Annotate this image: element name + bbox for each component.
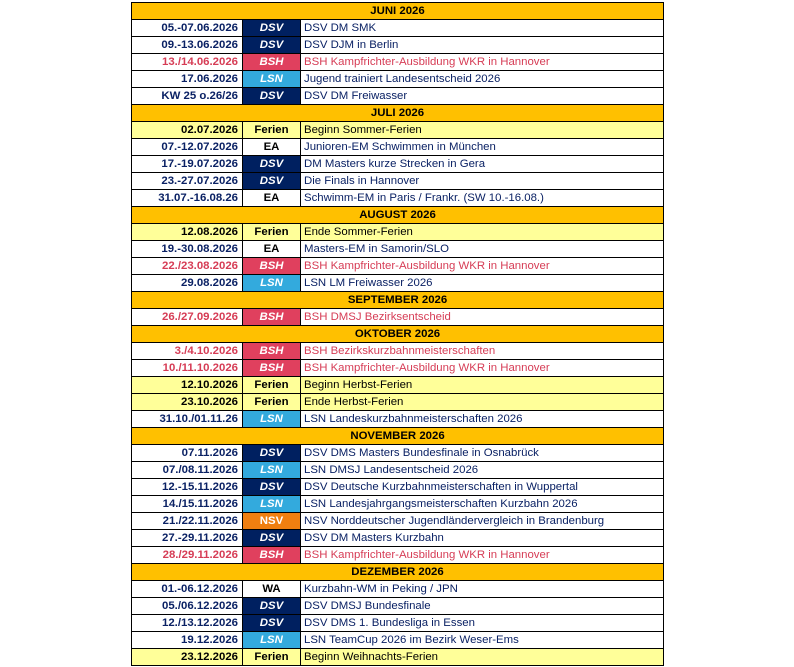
- event-row: [132, 496, 664, 513]
- event-date: 17.-19.07.2026: [132, 156, 243, 173]
- event-row: [132, 173, 664, 190]
- event-title: BSH Bezirkskurzbahnmeisterschaften: [301, 343, 664, 360]
- event-title: LSN TeamCup 2026 im Bezirk Weser-Ems: [301, 632, 664, 649]
- event-title: Ende Sommer-Ferien: [301, 224, 664, 241]
- event-title: DSV Deutsche Kurzbahnmeisterschaften in Wuppertal: [301, 479, 664, 496]
- month-title: AUGUST 2026: [132, 207, 664, 224]
- month-header-row: [132, 326, 664, 343]
- organizer-badge: LSN: [243, 275, 301, 292]
- event-title: NSV Norddeutscher Jugendländervergleich in Brandenburg: [301, 513, 664, 530]
- event-row: [132, 241, 664, 258]
- organizer-badge: LSN: [243, 71, 301, 88]
- organizer-badge: WA: [243, 581, 301, 598]
- organizer-badge: DSV: [243, 615, 301, 632]
- organizer-badge: BSH: [243, 309, 301, 326]
- organizer-badge: DSV: [243, 173, 301, 190]
- event-title: DSV DM Freiwasser: [301, 88, 664, 105]
- event-date: 26./27.09.2026: [132, 309, 243, 326]
- event-row: [132, 71, 664, 88]
- organizer-badge: DSV: [243, 37, 301, 54]
- event-title: LSN DMSJ Landesentscheid 2026: [301, 462, 664, 479]
- organizer-badge: EA: [243, 241, 301, 258]
- event-title: Jugend trainiert Landesentscheid 2026: [301, 71, 664, 88]
- event-title: DSV DMS 1. Bundesliga in Essen: [301, 615, 664, 632]
- event-date: 01.-06.12.2026: [132, 581, 243, 598]
- event-date: KW 25 o.26/26: [132, 88, 243, 105]
- event-date: 13./14.06.2026: [132, 54, 243, 71]
- event-date: 19.12.2026: [132, 632, 243, 649]
- event-date: 05./06.12.2026: [132, 598, 243, 615]
- event-date: 07.-12.07.2026: [132, 139, 243, 156]
- organizer-badge: BSH: [243, 360, 301, 377]
- organizer-badge: LSN: [243, 411, 301, 428]
- month-title: NOVEMBER 2026: [132, 428, 664, 445]
- event-date: 17.06.2026: [132, 71, 243, 88]
- event-row: [132, 275, 664, 292]
- event-date: 31.10./01.11.26: [132, 411, 243, 428]
- event-row: [132, 309, 664, 326]
- event-date: 12.10.2026: [132, 377, 243, 394]
- event-row: [132, 190, 664, 207]
- event-date: 05.-07.06.2026: [132, 20, 243, 37]
- event-title: DM Masters kurze Strecken in Gera: [301, 156, 664, 173]
- event-title: DSV DM SMK: [301, 20, 664, 37]
- event-title: BSH Kampfrichter-Ausbildung WKR in Hannover: [301, 360, 664, 377]
- month-header-row: [132, 292, 664, 309]
- event-row: [132, 54, 664, 71]
- event-title: Masters-EM in Samorin/SLO: [301, 241, 664, 258]
- event-row: [132, 224, 664, 241]
- month-title: SEPTEMBER 2026: [132, 292, 664, 309]
- organizer-badge: Ferien: [243, 394, 301, 411]
- event-title: BSH Kampfrichter-Ausbildung WKR in Hannover: [301, 547, 664, 564]
- event-row: [132, 360, 664, 377]
- event-date: 12.08.2026: [132, 224, 243, 241]
- event-row: [132, 37, 664, 54]
- event-date: 19.-30.08.2026: [132, 241, 243, 258]
- event-title: BSH DMSJ Bezirksentscheid: [301, 309, 664, 326]
- event-title: BSH Kampfrichter-Ausbildung WKR in Hannover: [301, 258, 664, 275]
- event-date: 28./29.11.2026: [132, 547, 243, 564]
- organizer-badge: DSV: [243, 88, 301, 105]
- event-date: 31.07.-16.08.26: [132, 190, 243, 207]
- month-title: DEZEMBER 2026: [132, 564, 664, 581]
- event-calendar-table: [131, 2, 664, 666]
- event-title: Beginn Herbst-Ferien: [301, 377, 664, 394]
- event-date: 23.-27.07.2026: [132, 173, 243, 190]
- event-date: 02.07.2026: [132, 122, 243, 139]
- event-date: 07.11.2026: [132, 445, 243, 462]
- event-row: [132, 513, 664, 530]
- event-date: 14./15.11.2026: [132, 496, 243, 513]
- event-date: 12.-15.11.2026: [132, 479, 243, 496]
- organizer-badge: DSV: [243, 445, 301, 462]
- event-date: 09.-13.06.2026: [132, 37, 243, 54]
- month-title: OKTOBER 2026: [132, 326, 664, 343]
- event-row: [132, 377, 664, 394]
- month-title: JUNI 2026: [132, 3, 664, 20]
- organizer-badge: LSN: [243, 496, 301, 513]
- event-row: [132, 156, 664, 173]
- event-title: DSV DMSJ Bundesfinale: [301, 598, 664, 615]
- event-date: 3./4.10.2026: [132, 343, 243, 360]
- event-row: [132, 122, 664, 139]
- event-row: [132, 462, 664, 479]
- organizer-badge: DSV: [243, 479, 301, 496]
- event-title: DSV DMS Masters Bundesfinale in Osnabrück: [301, 445, 664, 462]
- event-title: Die Finals in Hannover: [301, 173, 664, 190]
- event-date: 23.12.2026: [132, 649, 243, 666]
- event-title: Beginn Weihnachts-Ferien: [301, 649, 664, 666]
- event-title: DSV DM Masters Kurzbahn: [301, 530, 664, 547]
- event-row: [132, 343, 664, 360]
- organizer-badge: DSV: [243, 598, 301, 615]
- event-title: DSV DJM in Berlin: [301, 37, 664, 54]
- event-row: [132, 581, 664, 598]
- month-header-row: [132, 564, 664, 581]
- event-row: [132, 615, 664, 632]
- event-title: Junioren-EM Schwimmen in München: [301, 139, 664, 156]
- month-header-row: [132, 3, 664, 20]
- event-title: LSN LM Freiwasser 2026: [301, 275, 664, 292]
- event-date: 10./11.10.2026: [132, 360, 243, 377]
- event-date: 12./13.12.2026: [132, 615, 243, 632]
- event-row: [132, 445, 664, 462]
- event-title: Kurzbahn-WM in Peking / JPN: [301, 581, 664, 598]
- event-row: [132, 258, 664, 275]
- organizer-badge: Ferien: [243, 224, 301, 241]
- event-row: [132, 20, 664, 37]
- month-header-row: [132, 207, 664, 224]
- event-title: LSN Landesjahrgangsmeisterschaften Kurzbahn 2026: [301, 496, 664, 513]
- event-title: Ende Herbst-Ferien: [301, 394, 664, 411]
- event-row: [132, 88, 664, 105]
- event-row: [132, 139, 664, 156]
- month-header-row: [132, 428, 664, 445]
- event-title: Schwimm-EM in Paris / Frankr. (SW 10.-16.08.): [301, 190, 664, 207]
- organizer-badge: DSV: [243, 156, 301, 173]
- event-row: [132, 411, 664, 428]
- event-title: BSH Kampfrichter-Ausbildung WKR in Hannover: [301, 54, 664, 71]
- organizer-badge: NSV: [243, 513, 301, 530]
- organizer-badge: EA: [243, 139, 301, 156]
- event-row: [132, 547, 664, 564]
- month-title: JULI 2026: [132, 105, 664, 122]
- organizer-badge: DSV: [243, 20, 301, 37]
- event-date: 21./22.11.2026: [132, 513, 243, 530]
- event-row: [132, 530, 664, 547]
- event-date: 07./08.11.2026: [132, 462, 243, 479]
- event-date: 27.-29.11.2026: [132, 530, 243, 547]
- event-title: Beginn Sommer-Ferien: [301, 122, 664, 139]
- event-row: [132, 649, 664, 666]
- event-date: 22./23.08.2026: [132, 258, 243, 275]
- organizer-badge: Ferien: [243, 377, 301, 394]
- event-row: [132, 598, 664, 615]
- organizer-badge: BSH: [243, 343, 301, 360]
- event-row: [132, 632, 664, 649]
- organizer-badge: BSH: [243, 258, 301, 275]
- calendar-body: [132, 3, 664, 666]
- organizer-badge: BSH: [243, 547, 301, 564]
- event-title: LSN Landeskurzbahnmeisterschaften 2026: [301, 411, 664, 428]
- organizer-badge: Ferien: [243, 649, 301, 666]
- event-date: 23.10.2026: [132, 394, 243, 411]
- event-row: [132, 394, 664, 411]
- organizer-badge: LSN: [243, 632, 301, 649]
- month-header-row: [132, 105, 664, 122]
- organizer-badge: EA: [243, 190, 301, 207]
- organizer-badge: Ferien: [243, 122, 301, 139]
- event-row: [132, 479, 664, 496]
- organizer-badge: LSN: [243, 462, 301, 479]
- organizer-badge: BSH: [243, 54, 301, 71]
- organizer-badge: DSV: [243, 530, 301, 547]
- event-date: 29.08.2026: [132, 275, 243, 292]
